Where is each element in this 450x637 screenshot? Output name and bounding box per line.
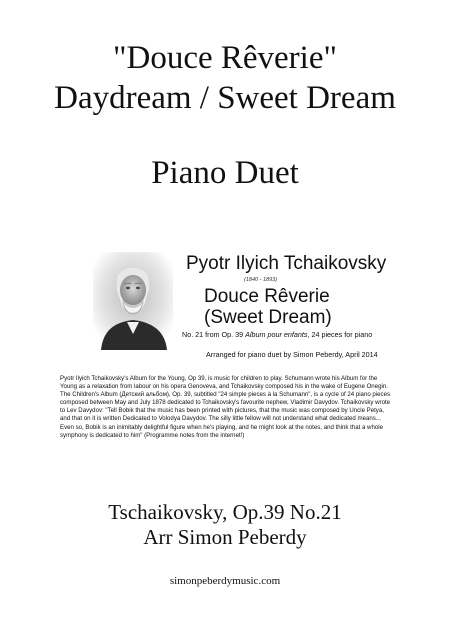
notes-paragraph-1: Pyotr Ilyich Tchaikovsky's Album for the Young, Op 39, is music for children to play. Schumann wrote his Album for the Young as a relaxation from labour on his opera Genoveva, and Tchaikovsky composed his in the wake of Eugene Onegin. bbox=[60, 375, 388, 391]
footer-arranger: Arr Simon Peberdy bbox=[143, 525, 307, 549]
opus-suffix: , 24 pieces for piano bbox=[307, 330, 373, 339]
programme-notes bbox=[60, 375, 395, 440]
website-link[interactable]: simonpeberdymusic.com bbox=[169, 575, 281, 587]
opus-line bbox=[182, 330, 372, 339]
notes-paragraph-2: The Children's Album (Детский альбом), Op. 39, subtitled "24 simple pieces à la Schumann", is a cycle of 24 piano pieces composed between May and July 1878 dedicated to Tchaikovsky's favourite nephew, Vladimir Davydov. Tchaikovsky wrote to Lev Davydov: "Tell Bobik that the music has been printed with pictures, that the music was composed by Uncle Petya, and that on it is written Dedicated to Volodya Davydov. The silly little fellow will not understand what dedicated means... Even so, Bobik is an inimitably delightful figure when he's playing, and he might look at the notes, and think that a whole symphony is dedicated to him" (Programme notes from the internet!) bbox=[60, 391, 391, 439]
opus-prefix: No. 21 from Op. 39 bbox=[182, 330, 246, 339]
opus-collection-title: Album pour enfants bbox=[245, 330, 308, 339]
composer-name: Pyotr Ilyich Tchaikovsky bbox=[186, 253, 387, 274]
title-line-1: "Douce Rêverie" bbox=[113, 40, 337, 76]
footer-opus: Tschaikovsky, Op.39 No.21 bbox=[108, 500, 342, 524]
composer-portrait-image bbox=[93, 252, 173, 350]
arranged-by-line: Arranged for piano duet by Simon Peberdy, April 2014 bbox=[206, 350, 378, 359]
piece-title: Douce Rêverie bbox=[204, 286, 330, 307]
title-line-3: Piano Duet bbox=[151, 155, 299, 191]
composer-dates: (1840 - 1893) bbox=[244, 277, 278, 283]
title-line-2: Daydream / Sweet Dream bbox=[54, 80, 396, 116]
piece-subtitle: (Sweet Dream) bbox=[204, 307, 332, 328]
